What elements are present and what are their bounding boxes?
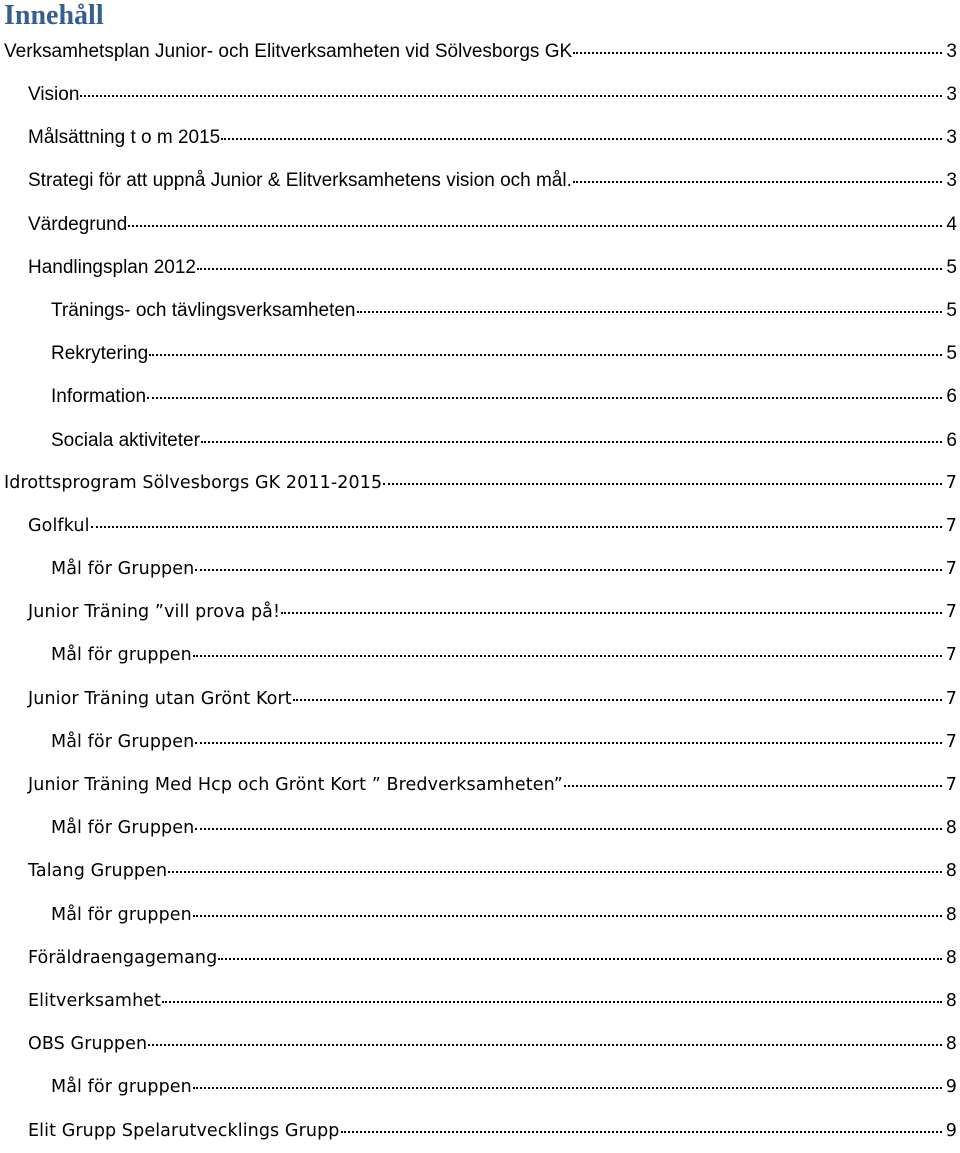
- toc-entry-title[interactable]: Målsättning t o m 2015: [28, 127, 221, 149]
- toc-entry-title[interactable]: Mål för gruppen: [51, 1077, 192, 1098]
- toc-entry[interactable]: [0, 116, 960, 159]
- toc-entry-title[interactable]: Elit Grupp Spelarutvecklings Grupp: [28, 1120, 340, 1141]
- toc-entry[interactable]: [0, 937, 960, 980]
- dot-leader: [281, 600, 942, 618]
- toc-entry-title[interactable]: Golfkul: [28, 515, 90, 536]
- toc-entry-title[interactable]: Mål för Gruppen: [51, 731, 195, 752]
- toc-page-number[interactable]: 6: [946, 429, 957, 451]
- toc-entry[interactable]: [0, 894, 960, 937]
- toc-entry[interactable]: [0, 634, 960, 677]
- toc-entry[interactable]: [0, 375, 960, 418]
- toc-entry-title[interactable]: Junior Träning ”vill prova på!: [28, 602, 281, 623]
- dot-leader: [193, 1075, 942, 1093]
- toc-page-number[interactable]: 7: [945, 602, 957, 623]
- dot-leader: [195, 557, 942, 575]
- toc-page-number[interactable]: 3: [946, 127, 957, 149]
- dot-leader: [193, 643, 942, 661]
- toc-page-number[interactable]: 5: [946, 343, 957, 365]
- dot-leader: [168, 859, 942, 877]
- table-of-contents: [0, 31, 960, 1153]
- toc-entry[interactable]: [0, 807, 960, 850]
- toc-entry[interactable]: [0, 591, 960, 634]
- toc-page-number[interactable]: 8: [945, 861, 957, 882]
- toc-page-number[interactable]: 9: [945, 1077, 957, 1098]
- toc-page-number[interactable]: 8: [945, 947, 957, 968]
- toc-page-number[interactable]: 8: [945, 1034, 957, 1055]
- dot-leader: [573, 167, 942, 186]
- toc-page-number[interactable]: 7: [945, 515, 957, 536]
- toc-entry-title[interactable]: Junior Träning Med Hcp och Grönt Kort ” Bredverksamheten”: [28, 775, 563, 795]
- toc-page-number[interactable]: 3: [946, 170, 957, 192]
- toc-entry[interactable]: [0, 246, 960, 289]
- toc-entry-title[interactable]: Föräldraengagemang: [28, 947, 218, 968]
- dot-leader: [573, 38, 942, 57]
- toc-entry-title[interactable]: Värdegrund: [28, 213, 128, 235]
- toc-page-number[interactable]: 8: [945, 990, 957, 1011]
- toc-entry[interactable]: [0, 980, 960, 1023]
- dot-leader: [195, 729, 942, 747]
- dot-leader: [201, 427, 942, 446]
- toc-entry[interactable]: [0, 548, 960, 591]
- dot-leader: [293, 686, 942, 704]
- toc-entry-title[interactable]: Mål för Gruppen: [51, 559, 195, 580]
- toc-heading: Innehåll: [4, 0, 104, 31]
- toc-entry[interactable]: [0, 505, 960, 548]
- toc-entry[interactable]: [0, 678, 960, 721]
- dot-leader: [218, 945, 942, 963]
- toc-entry-title[interactable]: Strategi för att uppnå Junior & Elitverksamhetens vision och mål.: [28, 170, 572, 192]
- dot-leader: [197, 254, 942, 273]
- toc-page-number[interactable]: 5: [946, 256, 957, 278]
- toc-entry[interactable]: [0, 462, 960, 505]
- toc-entry[interactable]: [0, 419, 960, 462]
- toc-page-number[interactable]: 3: [946, 41, 957, 62]
- toc-entry[interactable]: [0, 203, 960, 246]
- toc-page-number[interactable]: 7: [945, 688, 957, 709]
- dot-leader: [147, 383, 942, 402]
- toc-page-number[interactable]: 8: [945, 818, 957, 839]
- toc-entry[interactable]: [0, 31, 960, 73]
- toc-entry[interactable]: [0, 1066, 960, 1109]
- toc-entry-title[interactable]: Idrottsprogram Sölvesborgs GK 2011-2015: [4, 472, 383, 493]
- dot-leader: [128, 211, 942, 230]
- toc-page-number[interactable]: 5: [946, 299, 957, 321]
- toc-page-number[interactable]: 7: [945, 559, 957, 580]
- dot-leader: [80, 81, 942, 100]
- dot-leader: [91, 513, 942, 531]
- toc-page-number[interactable]: 8: [945, 904, 957, 925]
- toc-entry-title[interactable]: Vision: [28, 84, 80, 105]
- toc-entry[interactable]: [0, 1023, 960, 1066]
- toc-entry-title[interactable]: Mål för gruppen: [51, 645, 192, 666]
- dot-leader: [193, 902, 942, 920]
- toc-entry-title[interactable]: OBS Gruppen: [28, 1034, 148, 1055]
- toc-entry[interactable]: [0, 850, 960, 893]
- dot-leader: [162, 988, 942, 1006]
- toc-entry-title[interactable]: Information: [51, 386, 147, 408]
- toc-page-number[interactable]: 3: [946, 84, 957, 105]
- dot-leader: [195, 816, 942, 834]
- dot-leader: [221, 124, 942, 143]
- toc-entry-title[interactable]: Talang Gruppen: [28, 861, 168, 882]
- toc-entry[interactable]: [0, 764, 960, 807]
- toc-page-number[interactable]: 7: [945, 775, 957, 795]
- toc-page-number[interactable]: 7: [945, 645, 957, 666]
- dot-leader: [564, 773, 942, 791]
- toc-entry-title[interactable]: Elitverksamhet: [28, 990, 162, 1011]
- toc-entry-title[interactable]: Junior Träning utan Grönt Kort: [28, 688, 292, 709]
- toc-page-number[interactable]: 9: [945, 1120, 957, 1141]
- toc-entry[interactable]: [0, 332, 960, 375]
- toc-entry-title[interactable]: Verksamhetsplan Junior- och Elitverksamheten vid Sölvesborgs GK: [4, 41, 573, 62]
- toc-entry[interactable]: [0, 289, 960, 332]
- toc-entry-title[interactable]: Handlingsplan 2012: [28, 256, 196, 278]
- toc-entry-title[interactable]: Tränings- och tävlingsverksamheten: [51, 299, 356, 321]
- toc-entry-title[interactable]: Sociala aktiviteter: [51, 429, 200, 451]
- dot-leader: [383, 470, 942, 488]
- dot-leader: [148, 1032, 942, 1050]
- dot-leader: [341, 1118, 943, 1136]
- dot-leader: [357, 297, 943, 316]
- toc-entry[interactable]: [0, 73, 960, 116]
- toc-page-number[interactable]: 7: [945, 731, 957, 752]
- toc-page-number[interactable]: 4: [946, 213, 957, 235]
- toc-page-number[interactable]: 7: [945, 472, 957, 493]
- toc-entry-title[interactable]: Mål för Gruppen: [51, 818, 195, 839]
- toc-entry[interactable]: [0, 721, 960, 764]
- toc-entry[interactable]: [0, 159, 960, 202]
- toc-entry-title[interactable]: Mål för gruppen: [51, 904, 192, 925]
- toc-entry[interactable]: [0, 1110, 960, 1153]
- dot-leader: [149, 340, 942, 359]
- toc-page-number[interactable]: 6: [946, 386, 957, 408]
- toc-entry-title[interactable]: Rekrytering: [51, 343, 149, 365]
